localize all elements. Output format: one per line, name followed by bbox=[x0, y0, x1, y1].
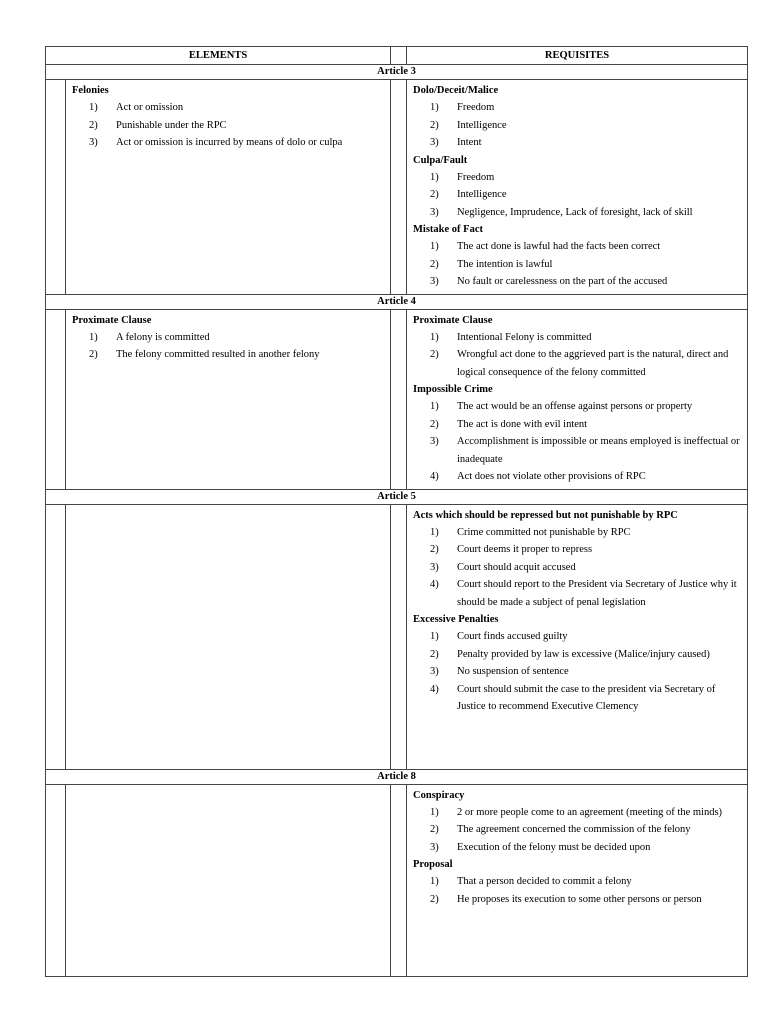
list-item bbox=[430, 204, 743, 222]
list-item bbox=[430, 839, 743, 857]
item-number: 1) bbox=[89, 331, 98, 343]
requirement-list bbox=[413, 99, 743, 152]
item-number: 2) bbox=[430, 418, 439, 430]
section-title: Culpa/Fault bbox=[413, 154, 468, 166]
header-spacer bbox=[391, 47, 407, 65]
list-item bbox=[430, 663, 743, 681]
article-title: Article 5 bbox=[46, 489, 748, 504]
requisites-header: REQUISITES bbox=[407, 47, 748, 65]
item-number: 1) bbox=[89, 102, 98, 113]
article-title: Article 3 bbox=[46, 65, 748, 80]
list-item bbox=[89, 134, 386, 152]
left-gutter-cell bbox=[46, 784, 66, 976]
item-text: Freedom bbox=[457, 102, 495, 113]
list-item bbox=[430, 468, 743, 486]
list-item bbox=[89, 117, 386, 135]
article-body-row bbox=[46, 504, 748, 769]
article-title: Article 8 bbox=[46, 769, 748, 784]
item-number: 2) bbox=[430, 648, 439, 660]
section-title: Acts which should be repressed but not punishable by RPC bbox=[413, 509, 678, 521]
item-text: No suspension of sentence bbox=[457, 666, 569, 677]
item-text: Intent bbox=[457, 137, 482, 148]
item-number: 2) bbox=[430, 258, 439, 270]
requisites-cell bbox=[407, 784, 748, 976]
item-text: Court finds accused guilty bbox=[457, 631, 568, 642]
item-number: 1) bbox=[430, 806, 439, 818]
article-body-row bbox=[46, 784, 748, 976]
section-title: Conspiracy bbox=[413, 789, 465, 801]
requirement-list bbox=[413, 628, 743, 716]
list-item bbox=[430, 804, 743, 822]
list-item bbox=[430, 134, 743, 152]
item-number: 1) bbox=[430, 171, 439, 183]
item-text: The act done is lawful had the facts been correct bbox=[457, 241, 661, 252]
table-body bbox=[46, 65, 748, 977]
list-item bbox=[430, 169, 743, 187]
item-text: A felony is committed bbox=[116, 331, 210, 343]
list-item bbox=[430, 416, 743, 434]
item-number: 3) bbox=[430, 137, 439, 148]
requirement-list bbox=[413, 804, 743, 857]
item-text: Court should acquit accused bbox=[457, 561, 576, 573]
item-number: 2) bbox=[430, 544, 439, 555]
item-text: No fault or carelessness on the part of the accused bbox=[457, 276, 668, 287]
list-item bbox=[430, 256, 743, 274]
list-item bbox=[89, 346, 386, 364]
list-item bbox=[430, 821, 743, 839]
item-text: The agreement concerned the commission of the felony bbox=[457, 824, 691, 835]
item-number: 1) bbox=[430, 102, 439, 113]
section-title: Mistake of Fact bbox=[413, 224, 483, 235]
law-table bbox=[45, 46, 748, 977]
item-number: 2) bbox=[430, 119, 439, 131]
elements-cell bbox=[66, 504, 391, 769]
item-text: Penalty provided by law is excessive (Malice/injury caused) bbox=[457, 648, 710, 660]
list-item bbox=[430, 681, 743, 716]
article-row bbox=[46, 294, 748, 309]
middle-gutter-cell bbox=[391, 784, 407, 976]
article-body-row bbox=[46, 80, 748, 295]
list-item bbox=[430, 646, 743, 664]
item-text: Court should submit the case to the president via Secretary of Justice to recommend Executive Clemency bbox=[457, 683, 716, 712]
item-text: Intelligence bbox=[457, 189, 507, 200]
item-number: 3) bbox=[430, 206, 439, 218]
section-title: Proposal bbox=[413, 859, 453, 870]
item-text: Act or omission is incurred by means of dolo or culpa bbox=[116, 137, 343, 148]
item-number: 1) bbox=[430, 526, 439, 538]
item-text: The felony committed resulted in another felony bbox=[116, 349, 320, 360]
elements-cell bbox=[66, 784, 391, 976]
item-text: Act or omission bbox=[116, 102, 184, 113]
item-number: 2) bbox=[430, 824, 439, 835]
item-number: 1) bbox=[430, 401, 439, 412]
article-row bbox=[46, 769, 748, 784]
list-item bbox=[430, 238, 743, 256]
list-item bbox=[430, 186, 743, 204]
middle-gutter-cell bbox=[391, 504, 407, 769]
article-row bbox=[46, 65, 748, 80]
list-item bbox=[430, 576, 743, 611]
elements-header: ELEMENTS bbox=[46, 47, 391, 65]
list-item bbox=[430, 398, 743, 416]
section-title: Proximate Clause bbox=[72, 314, 152, 326]
item-number: 1) bbox=[430, 631, 439, 642]
middle-gutter-cell bbox=[391, 80, 407, 295]
item-text: 2 or more people come to an agreement (meeting of the minds) bbox=[457, 806, 723, 818]
list-item bbox=[430, 433, 743, 468]
item-number: 4) bbox=[430, 579, 439, 590]
list-item bbox=[89, 99, 386, 117]
item-text: Freedom bbox=[457, 171, 495, 183]
section-title: Excessive Penalties bbox=[413, 614, 499, 625]
item-text: He proposes its execution to some other persons or person bbox=[457, 893, 702, 905]
item-number: 3) bbox=[430, 561, 439, 573]
item-number: 4) bbox=[430, 683, 439, 695]
section-title: Felonies bbox=[72, 85, 109, 96]
section-title: Proximate Clause bbox=[413, 314, 493, 326]
requisites-cell bbox=[407, 309, 748, 489]
item-text: Negligence, Imprudence, Lack of foresight, lack of skill bbox=[457, 206, 693, 218]
list-item bbox=[89, 329, 386, 347]
section-title: Dolo/Deceit/Malice bbox=[413, 85, 499, 96]
item-text: The act would be an offense against persons or property bbox=[457, 401, 693, 412]
left-gutter-cell bbox=[46, 80, 66, 295]
header-row bbox=[46, 47, 748, 65]
item-text: Court deems it proper to repress bbox=[457, 544, 593, 555]
item-number: 3) bbox=[430, 436, 439, 447]
list-item bbox=[430, 891, 743, 909]
item-number: 2) bbox=[89, 349, 98, 360]
item-number: 2) bbox=[430, 349, 439, 360]
requirement-list bbox=[72, 329, 386, 364]
list-item bbox=[430, 346, 743, 381]
elements-cell bbox=[66, 80, 391, 295]
requirement-list bbox=[72, 99, 386, 152]
item-text: Punishable under the RPC bbox=[116, 119, 227, 131]
item-number: 4) bbox=[430, 471, 439, 482]
item-text: Intelligence bbox=[457, 119, 507, 131]
article-body-row bbox=[46, 309, 748, 489]
middle-gutter-cell bbox=[391, 309, 407, 489]
list-item bbox=[430, 329, 743, 347]
article-title: Article 4 bbox=[46, 294, 748, 309]
item-text: Wrongful act done to the aggrieved part is the natural, direct and logical consequence of the felony committed bbox=[457, 349, 729, 378]
list-item bbox=[430, 541, 743, 559]
item-number: 2) bbox=[430, 189, 439, 200]
item-text: The intention is lawful bbox=[457, 258, 553, 270]
item-number: 2) bbox=[430, 893, 439, 905]
requisites-cell bbox=[407, 80, 748, 295]
elements-cell bbox=[66, 309, 391, 489]
article-row bbox=[46, 489, 748, 504]
item-number: 1) bbox=[430, 331, 439, 343]
item-text: Accomplishment is impossible or means employed is ineffectual or inadequate bbox=[457, 436, 740, 465]
item-text: Intentional Felony is committed bbox=[457, 331, 592, 343]
list-item bbox=[430, 99, 743, 117]
item-number: 2) bbox=[89, 119, 98, 131]
left-gutter-cell bbox=[46, 504, 66, 769]
item-number: 3) bbox=[430, 666, 439, 677]
item-number: 3) bbox=[430, 841, 439, 853]
requirement-list bbox=[413, 238, 743, 291]
item-text: That a person decided to commit a felony bbox=[457, 876, 632, 887]
requirement-list bbox=[413, 329, 743, 382]
item-number: 1) bbox=[430, 876, 439, 887]
item-text: Crime committed not punishable by RPC bbox=[457, 526, 631, 538]
list-item bbox=[430, 873, 743, 891]
list-item bbox=[430, 628, 743, 646]
item-text: Act does not violate other provisions of RPC bbox=[457, 471, 646, 482]
item-number: 1) bbox=[430, 241, 439, 252]
requirement-list bbox=[413, 398, 743, 486]
section-title: Impossible Crime bbox=[413, 384, 493, 395]
item-number: 3) bbox=[430, 276, 439, 287]
list-item bbox=[430, 273, 743, 291]
item-number: 3) bbox=[89, 137, 98, 148]
item-text: The act is done with evil intent bbox=[457, 418, 588, 430]
list-item bbox=[430, 117, 743, 135]
item-text: Execution of the felony must be decided upon bbox=[457, 841, 651, 853]
list-item bbox=[430, 559, 743, 577]
list-item bbox=[430, 524, 743, 542]
left-gutter-cell bbox=[46, 309, 66, 489]
item-text: Court should report to the President via Secretary of Justice why it should be made a subject of penal legislation bbox=[457, 579, 737, 608]
requisites-cell bbox=[407, 504, 748, 769]
requirement-list bbox=[413, 873, 743, 908]
requirement-list bbox=[413, 169, 743, 222]
requirement-list bbox=[413, 524, 743, 612]
